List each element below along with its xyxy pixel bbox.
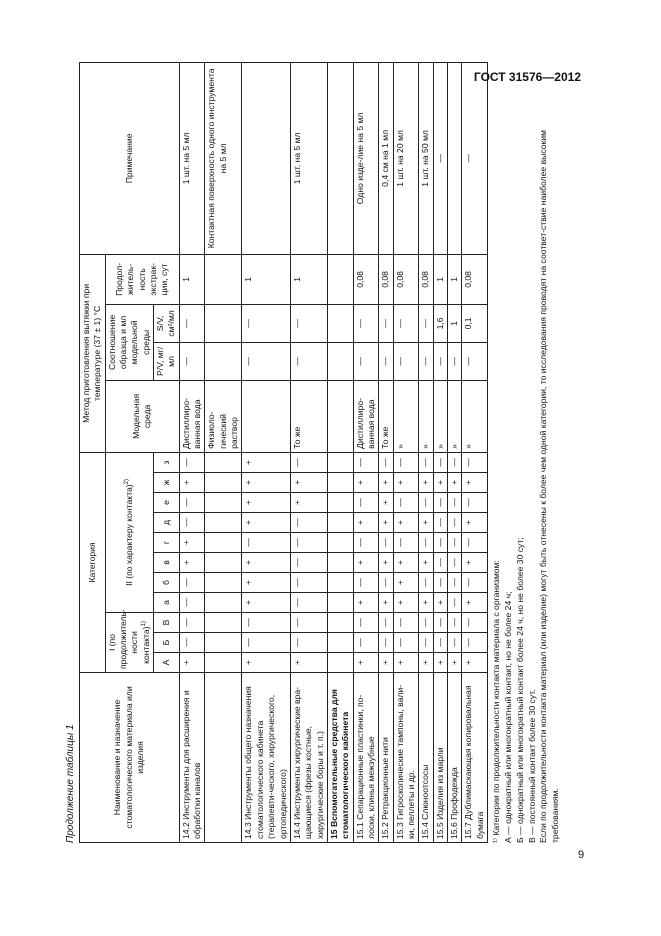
cat2-mark: — (462, 533, 488, 553)
duration-cell (205, 254, 242, 304)
col-header-letter: В (154, 613, 180, 633)
note-cell: 1 шт. на 5 мл (290, 62, 327, 254)
cat2-mark: + (242, 452, 290, 472)
cat2-mark: — (179, 513, 205, 533)
cat-v-mark: — (462, 613, 488, 633)
medium-cell: » (433, 380, 447, 452)
empty-cell (327, 473, 353, 493)
cat2-mark: — (290, 513, 327, 533)
cat2-mark: + (393, 573, 419, 593)
cat-b-mark: — (462, 633, 488, 653)
cat-b-mark: — (447, 633, 461, 653)
cat2-mark: + (393, 473, 419, 493)
cat2-mark: + (462, 553, 488, 573)
row-name: 15.1 Сепарационные пластинки, по-лоски, клинья межзубные (353, 673, 379, 843)
note-cell: Контактная поверхность одного инструмента на 5 мл (205, 62, 242, 254)
empty-cell (327, 342, 353, 380)
footnote-line: Если по продолжительности контакта материал (или изделие) могут быть отнесены к более чем одной категории, то исследования проводят на соответ-ствие наиболее высоким требованиям. (538, 130, 561, 843)
cat2-mark (205, 452, 242, 472)
cat-b-mark: — (179, 633, 205, 653)
cat2-mark: + (353, 473, 379, 493)
col-header-letter: Б (154, 633, 180, 653)
page-number: 9 (578, 849, 585, 861)
cat-a-mark (205, 653, 242, 673)
medium-cell: То же (290, 380, 327, 452)
cat2-mark: + (462, 593, 488, 613)
cat2-mark: + (379, 473, 393, 493)
cat2-mark: + (419, 473, 433, 493)
pv-cell (205, 342, 242, 380)
row-name: 15.6 Профодежда (447, 673, 461, 843)
cat2-mark: + (462, 513, 488, 533)
cat2-mark: — (433, 513, 447, 533)
duration-cell: 0,08 (419, 254, 433, 304)
row-name: 15.3 Гигроскопические тампоны, вали-ки, пеллеты и др. (393, 673, 419, 843)
empty-cell (327, 593, 353, 613)
sv-cell (205, 304, 242, 342)
row-name (205, 673, 242, 843)
cat2-mark: + (393, 513, 419, 533)
cat-a-mark: + (179, 653, 205, 673)
note-cell: 1 шт. на 50 мл (419, 62, 433, 254)
pv-cell: — (393, 342, 419, 380)
sv-cell: 1 (447, 304, 461, 342)
cat2-mark (205, 573, 242, 593)
cat2-mark: + (242, 553, 290, 573)
cat-b-mark: — (242, 633, 290, 653)
cat2-mark: — (290, 553, 327, 573)
medium-cell (242, 380, 290, 452)
cat-v-mark: — (393, 613, 419, 633)
cat2-mark: — (447, 593, 461, 613)
cat2-mark: — (447, 553, 461, 573)
empty-cell (327, 633, 353, 653)
cat-b-mark: — (353, 633, 379, 653)
note-cell: 0,4 см на 1 мл (379, 62, 393, 254)
cat2-mark: + (290, 473, 327, 493)
sv-cell: — (242, 304, 290, 342)
cat2-mark: + (393, 593, 419, 613)
cat2-mark: — (447, 493, 461, 513)
duration-cell: 0,08 (462, 254, 488, 304)
cat2-mark: + (290, 493, 327, 513)
cat2-mark: — (393, 533, 419, 553)
cat2-mark: + (179, 473, 205, 493)
table-row (447, 62, 461, 842)
empty-cell (327, 254, 353, 304)
col-header-name: Наименование и назначение стоматологического материала или изделия (80, 673, 180, 843)
table-row (433, 62, 447, 842)
cat-a-mark: + (353, 653, 379, 673)
cat2-mark: — (290, 533, 327, 553)
col-header-letter: г (154, 533, 180, 553)
cat-a-mark: + (462, 653, 488, 673)
cat-a-mark: + (290, 653, 327, 673)
empty-cell (327, 653, 353, 673)
cat2-mark: + (447, 473, 461, 493)
duration-cell: 1 (433, 254, 447, 304)
empty-cell (327, 533, 353, 553)
pv-cell: — (242, 342, 290, 380)
cat-v-mark: — (433, 613, 447, 633)
duration-cell: 1 (290, 254, 327, 304)
col-header-cat1: I (по продолжитель-ности контакта)$^{1)}$ (105, 613, 153, 673)
note-cell: — (433, 62, 447, 254)
cat-a-mark: + (433, 653, 447, 673)
table-row (353, 62, 379, 842)
col-header-sv: S/V, см²/мл (154, 304, 180, 342)
cat2-mark: + (462, 473, 488, 493)
medium-cell: » (447, 380, 461, 452)
cat2-mark: — (462, 493, 488, 513)
empty-cell (327, 452, 353, 472)
cat2-mark: + (353, 593, 379, 613)
cat2-mark: + (379, 593, 393, 613)
medium-cell: Дистиллиро-ванная вода (353, 380, 379, 452)
duration-cell: 0,08 (379, 254, 393, 304)
cat2-mark: — (353, 493, 379, 513)
col-header-ratio: Соотношение образца и мл модельной среды (105, 304, 153, 380)
duration-cell: 1 (447, 254, 461, 304)
cat-a-mark: + (379, 653, 393, 673)
row-name: 15.4 Слюноотсосы (419, 673, 433, 843)
cat2-mark: — (242, 533, 290, 553)
empty-cell (327, 304, 353, 342)
sv-cell: 1,6 (433, 304, 447, 342)
cat2-mark (205, 553, 242, 573)
pv-cell: — (379, 342, 393, 380)
cat-v-mark: — (242, 613, 290, 633)
duration-cell: 1 (179, 254, 205, 304)
table-row (393, 62, 419, 842)
cat-v-mark: — (419, 613, 433, 633)
section-heading: 15 Вспомогательные средства для стоматологического кабинета (327, 673, 353, 843)
medium-cell: Физиоло-гический раствор (205, 380, 242, 452)
cat2-mark: — (290, 573, 327, 593)
cat2-mark: + (242, 593, 290, 613)
cat-b-mark: — (433, 633, 447, 653)
note-cell (242, 62, 290, 254)
cat-v-mark: — (179, 613, 205, 633)
row-name: 15.5 Изделия из марли (433, 673, 447, 843)
cat2-mark: — (433, 452, 447, 472)
footnote-line: А — однократный или многократный контакт, но не более 24 ч; (502, 591, 513, 843)
table-body (179, 62, 487, 842)
cat2-mark: + (419, 593, 433, 613)
cat2-mark: — (462, 452, 488, 472)
footnote-line: Б — однократный или многократный контакт более 24 ч, но не более 30 сут; (514, 537, 525, 843)
cat2-mark: — (447, 513, 461, 533)
sv-cell: — (419, 304, 433, 342)
cat2-mark: — (179, 593, 205, 613)
table-row (179, 62, 205, 842)
col-header-category: Категория (80, 452, 106, 672)
cat2-mark: + (419, 553, 433, 573)
row-name: 15.7 Дублимаскающая копировальная бумага (462, 673, 488, 843)
row-name: 14.4 Инструменты хирургические вра-щающиеся (фрезы костные, хирургические боры и т. п.) (290, 673, 327, 843)
cat-b-mark: — (419, 633, 433, 653)
cat2-mark: — (419, 452, 433, 472)
document-header: ГОСТ 31576—2012 (473, 70, 581, 84)
cat2-mark: + (242, 493, 290, 513)
empty-cell (327, 553, 353, 573)
table-continuation-label: Продолжение таблицы 1 (65, 724, 76, 843)
col-header-note: Примечание (80, 62, 180, 254)
sv-cell: 0,1 (462, 304, 488, 342)
duration-cell: 0,08 (353, 254, 379, 304)
cat-a-mark: + (419, 653, 433, 673)
duration-cell: 1 (242, 254, 290, 304)
cat2-mark: — (179, 452, 205, 472)
col-header-letter: е (154, 493, 180, 513)
note-cell (447, 62, 461, 254)
col-header-cat2: II (по характеру контакта)$^{2)}$ (105, 452, 153, 612)
col-header-letter: а (154, 593, 180, 613)
empty-cell (327, 513, 353, 533)
empty-cell (327, 573, 353, 593)
cat-v-mark (205, 613, 242, 633)
cat2-mark: — (290, 593, 327, 613)
cat2-mark: — (433, 573, 447, 593)
cat-b-mark: — (393, 633, 419, 653)
medium-cell: Дистиллиро-ванная вода (179, 380, 205, 452)
pv-cell: — (433, 342, 447, 380)
cat2-mark: — (179, 493, 205, 513)
cat2-mark: — (433, 533, 447, 553)
cat2-mark: — (379, 533, 393, 553)
col-header-medium: Модельная среда (105, 380, 179, 452)
sv-cell: — (353, 304, 379, 342)
cat-a-mark: + (447, 653, 461, 673)
cat2-mark: — (379, 573, 393, 593)
cat2-mark: + (242, 573, 290, 593)
pv-cell: — (419, 342, 433, 380)
cat2-mark: + (379, 553, 393, 573)
cat-a-mark: + (242, 653, 290, 673)
row-name: 14.2 Инструменты для расширения и обработки каналов (179, 673, 205, 843)
materials-table (79, 62, 488, 843)
col-header-duration: Продол-житель-ность экстрак-ции, сут (105, 254, 179, 304)
cat-v-mark: — (447, 613, 461, 633)
table-row (290, 62, 327, 842)
sv-cell: — (290, 304, 327, 342)
cat2-mark: — (353, 452, 379, 472)
col-header-method: Метод приготовления вытяжки при температуре (37 ± 1) °С (80, 254, 106, 452)
col-header-letter: ж (154, 473, 180, 493)
cat-b-mark: — (290, 633, 327, 653)
table-row (379, 62, 393, 842)
cat2-mark: — (447, 533, 461, 553)
cat2-mark: — (419, 573, 433, 593)
col-header-letter: в (154, 553, 180, 573)
medium-cell: » (393, 380, 419, 452)
table-row (242, 62, 290, 842)
sv-cell: — (393, 304, 419, 342)
empty-cell (327, 613, 353, 633)
pv-cell: — (462, 342, 488, 380)
col-header-pv: P/V, мг/мл (154, 342, 180, 380)
footnote-line: ¹⁾ Категории по продолжительности контакта материала с организмом: (491, 560, 501, 843)
cat2-mark: + (179, 533, 205, 553)
table-row (327, 62, 353, 842)
cat-b-mark (205, 633, 242, 653)
row-name: 14.3 Инструменты общего назначения стоматологического кабинета (терапевти-ческого, хирургического, ортопедического) (242, 673, 290, 843)
cat2-mark: + (433, 593, 447, 613)
cat-v-mark: — (290, 613, 327, 633)
footnotes (491, 93, 562, 843)
cat2-mark (205, 493, 242, 513)
cat2-mark: — (393, 493, 419, 513)
cat2-mark: — (393, 452, 419, 472)
cat2-mark: + (393, 553, 419, 573)
row-name: 15.2 Ретракционные нити (379, 673, 393, 843)
col-header-letter: д (154, 513, 180, 533)
cat2-mark: + (379, 493, 393, 513)
note-cell: 1 шт. на 20 мл (393, 62, 419, 254)
cat2-mark: + (419, 513, 433, 533)
cat2-mark: — (353, 573, 379, 593)
cat-b-mark: — (379, 633, 393, 653)
pv-cell: — (447, 342, 461, 380)
cat2-mark: + (433, 473, 447, 493)
cat2-mark: + (379, 513, 393, 533)
footnote-line: В — постоянный контакт более 30 сут. (526, 689, 537, 843)
cat2-mark: — (447, 452, 461, 472)
medium-cell: » (462, 380, 488, 452)
cat2-mark: — (433, 493, 447, 513)
cat2-mark: + (353, 513, 379, 533)
cat2-mark: — (433, 553, 447, 573)
cat-v-mark: — (379, 613, 393, 633)
medium-cell: » (419, 380, 433, 452)
table-row (205, 62, 242, 842)
cat2-mark (205, 513, 242, 533)
cat2-mark (205, 533, 242, 553)
cat-a-mark: + (393, 653, 419, 673)
cat2-mark: — (290, 452, 327, 472)
empty-cell (327, 493, 353, 513)
cat2-mark (205, 593, 242, 613)
sv-cell: — (179, 304, 205, 342)
cat2-mark: + (242, 513, 290, 533)
note-cell: 1 шт. на 5 мл (179, 62, 205, 254)
cat2-mark (205, 473, 242, 493)
note-cell: Одно изде-лие на 5 мл (353, 62, 379, 254)
medium-cell: То же (379, 380, 393, 452)
pv-cell: — (179, 342, 205, 380)
table-row (462, 62, 488, 842)
note-cell: — (462, 62, 488, 254)
cat2-mark: + (242, 473, 290, 493)
cat2-mark: — (462, 573, 488, 593)
cat2-mark: — (353, 533, 379, 553)
empty-cell (327, 380, 353, 452)
duration-cell: 0,08 (393, 254, 419, 304)
cat2-mark: — (179, 573, 205, 593)
cat2-mark: + (179, 553, 205, 573)
cat2-mark: + (353, 553, 379, 573)
cat2-mark: — (379, 452, 393, 472)
cat2-mark: — (419, 493, 433, 513)
col-header-letter: б (154, 573, 180, 593)
sv-cell: — (379, 304, 393, 342)
cat2-mark: — (419, 533, 433, 553)
col-header-letter: з (154, 452, 180, 472)
table-row (419, 62, 433, 842)
pv-cell: — (290, 342, 327, 380)
cat-v-mark: — (353, 613, 379, 633)
cat2-mark: — (447, 573, 461, 593)
col-header-letter: А (154, 653, 180, 673)
pv-cell: — (353, 342, 379, 380)
empty-cell (327, 62, 353, 254)
